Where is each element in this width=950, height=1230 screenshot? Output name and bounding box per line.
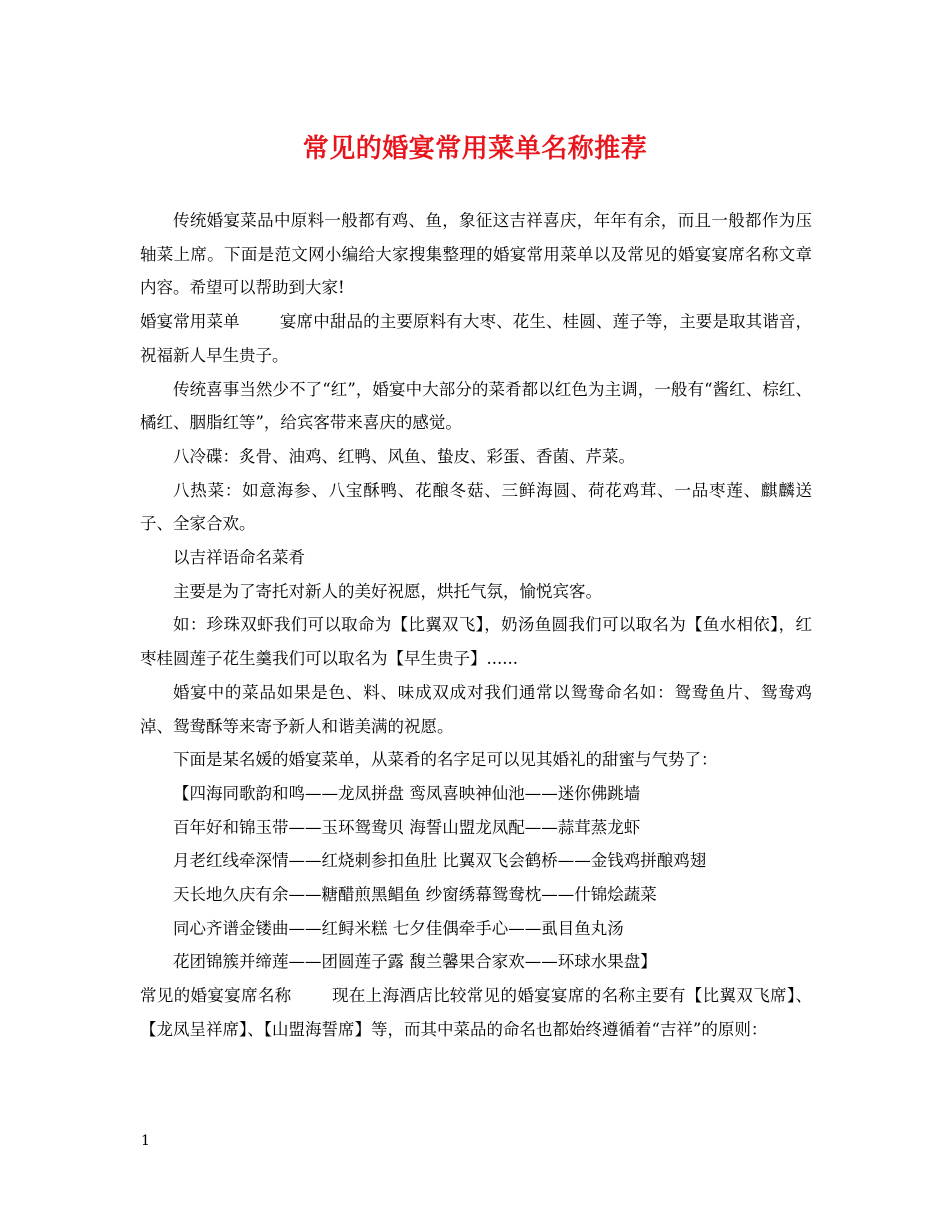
section1-heading: 婚宴常用菜单	[140, 312, 240, 332]
naming-heading: 以吉祥语命名菜肴	[173, 548, 305, 568]
hot-dishes-paragraph: 八热菜：如意海参、八宝酥鸭、花酿冬菇、三鲜海圆、荷花鸡茸、一品枣莲、麒麟送子、全家合欢。	[140, 480, 812, 534]
section2-text: 现在上海酒店比较常见的婚宴宴席的名称主要有【比翼双飞席】、【龙凤呈祥席】、【山盟海誓席】等，而其中菜品的命名也都始终遵循着“吉祥”的原则：	[140, 986, 813, 1039]
section2-heading: 常见的婚宴宴席名称	[140, 986, 292, 1006]
menu-line: 【四海同歌韵和鸣——龙凤拼盘 鸾凤喜映神仙池——迷你佛跳墙	[173, 783, 641, 803]
menu-intro-paragraph: 下面是某名媛的婚宴菜单，从菜肴的名字足可以见其婚礼的甜蜜与气势了：	[173, 750, 718, 770]
menu-line: 月老红线牵深情——红烧刺参扣鱼肚 比翼双飞会鹤桥——金钱鸡拼酿鸡翅	[173, 851, 707, 871]
menu-line: 同心齐谱金镂曲——红鲟米糕 七夕佳偶牵手心——虱目鱼丸汤	[173, 918, 624, 938]
page-number: 1	[141, 1133, 150, 1149]
section1-paragraph	[140, 305, 812, 372]
menu-line: 花团锦簇并缔莲——团圆莲子露 馥兰馨果合家欢——环球水果盘】	[173, 952, 657, 972]
menu-line: 天长地久庆有余——糖醋煎黑鲳鱼 纱窗绣幕鸳鸯枕——什锦烩蔬菜	[173, 885, 657, 905]
naming-example-paragraph: 如：珍珠双虾我们可以取命为【比翼双飞】，奶汤鱼圆我们可以取名为【鱼水相依】，红枣桂圆莲子花生羹我们可以取名为【早生贵子】......	[140, 615, 812, 669]
pairs-paragraph: 婚宴中的菜品如果是色、料、味成双成对我们通常以鸳鸯命名如：鸳鸯鱼片、鸳鸯鸡淖、鸳鸯酥等来寄予新人和谐美满的祝愿。	[140, 682, 812, 736]
section2-paragraph	[140, 979, 812, 1046]
section1-text: 宴席中甜品的主要原料有大枣、花生、桂圆、莲子等，主要是取其谐音，祝福新人早生贵子。	[140, 312, 813, 365]
cold-dishes-paragraph: 八冷碟：炙骨、油鸡、红鸭、风鱼、蛰皮、彩蛋、香菌、芹菜。	[173, 446, 635, 466]
document-body	[140, 204, 812, 1047]
intro-paragraph: 传统婚宴菜品中原料一般都有鸡、鱼，象征这吉祥喜庆，年年有余，而且一般都作为压轴菜上席。下面是范文网小编给大家搜集整理的婚宴常用菜单以及常见的婚宴宴席名称文章内容。希望可以帮助到大家!	[140, 211, 812, 298]
menu-line: 百年好和锦玉带——玉环鸳鸯贝 海誓山盟龙凤配——蒜茸蒸龙虾	[173, 817, 641, 837]
naming-purpose-paragraph: 主要是为了寄托对新人的美好祝愿，烘托气氛，愉悦宾客。	[173, 581, 602, 601]
document-title: 常见的婚宴常用菜单名称推荐	[302, 134, 648, 164]
red-color-paragraph: 传统喜事当然少不了“红”，婚宴中大部分的菜肴都以红色为主调，一般有“酱红、棕红、橘红、胭脂红等”，给宾客带来喜庆的感觉。	[140, 379, 812, 433]
